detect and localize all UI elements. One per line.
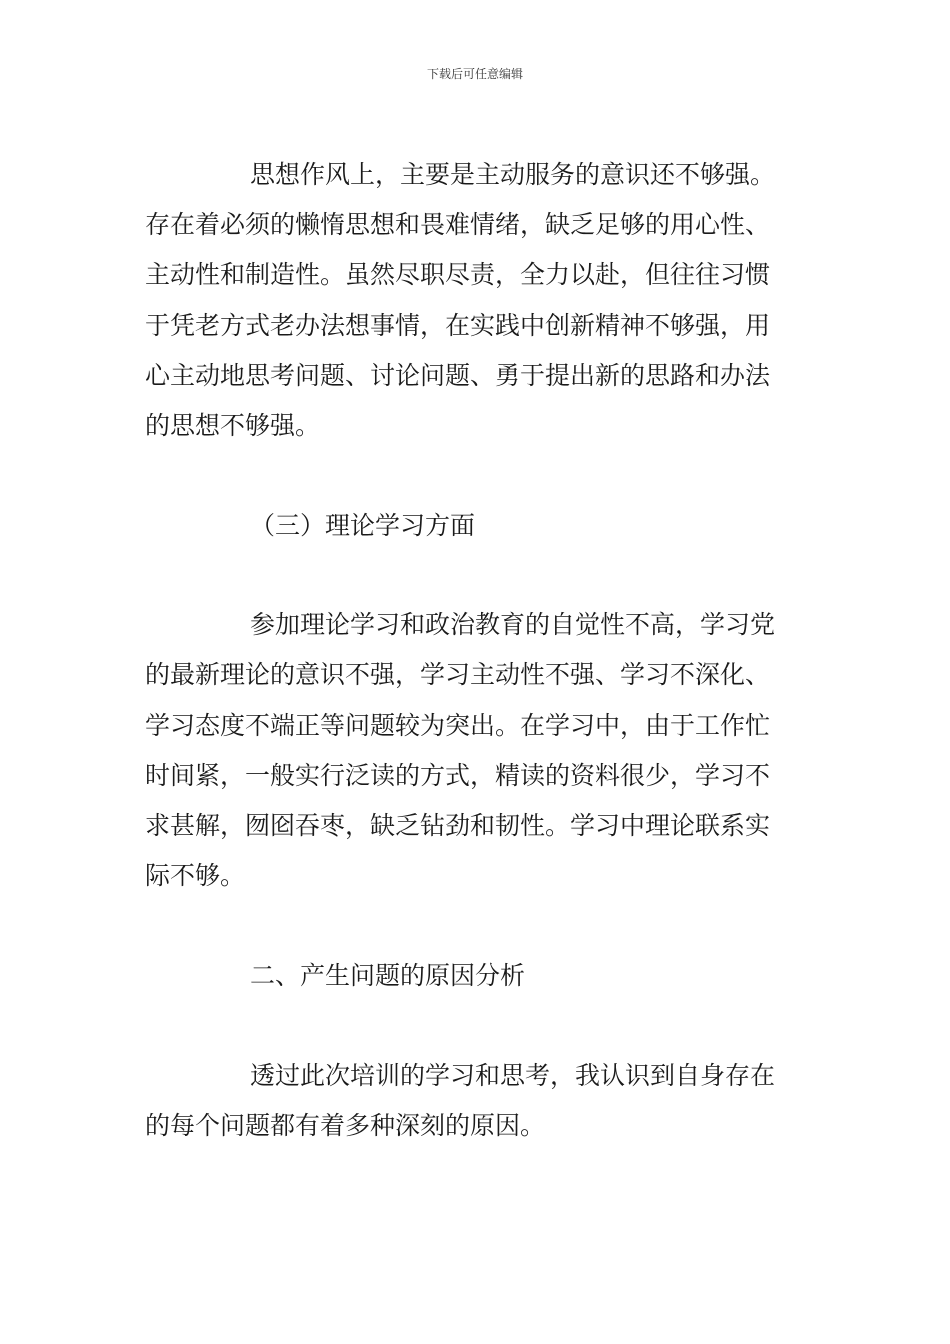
paragraph-line: 的最新理论的意识不强，学习主动性不强、学习不深化、 <box>145 660 771 689</box>
paragraph-line: 参加理论学习和政治教育的自觉性不高，学习党 <box>250 610 776 639</box>
paragraph-line: 透过此次培训的学习和思考，我认识到自身存在 <box>250 1061 776 1090</box>
paragraph-line: 的每个问题都有着多种深刻的原因。 <box>145 1111 546 1140</box>
paragraph-line: 的思想不够强。 <box>145 411 321 440</box>
page-header-note: 下载后可任意编辑 <box>426 67 523 81</box>
paragraph-line: 求甚解，囫囵吞枣，缺乏钻劲和韧性。学习中理论联系实 <box>145 811 771 840</box>
paragraph-line: 思想作风上，主要是主动服务的意识还不够强。 <box>250 160 776 189</box>
paragraph-line: 际不够。 <box>145 861 246 890</box>
paragraph-line: 于凭老方式老办法想事情，在实践中创新精神不够强，用 <box>145 311 771 340</box>
section-heading-theory-study: （三）理论学习方面 <box>250 511 476 540</box>
paragraph-line: 主动性和制造性。虽然尽职尽责，全力以赴，但往往习惯 <box>145 260 771 289</box>
paragraph-line: 时间紧，一般实行泛读的方式，精读的资料很少，学习不 <box>145 761 771 790</box>
paragraph-line: 学习态度不端正等问题较为突出。在学习中，由于工作忙 <box>145 711 771 740</box>
section-title-cause-analysis: 二、产生问题的原因分析 <box>250 961 526 990</box>
paragraph-line: 存在着必须的懒惰思想和畏难情绪，缺乏足够的用心性、 <box>145 210 771 239</box>
paragraph-line: 心主动地思考问题、讨论问题、勇于提出新的思路和办法 <box>145 361 771 390</box>
